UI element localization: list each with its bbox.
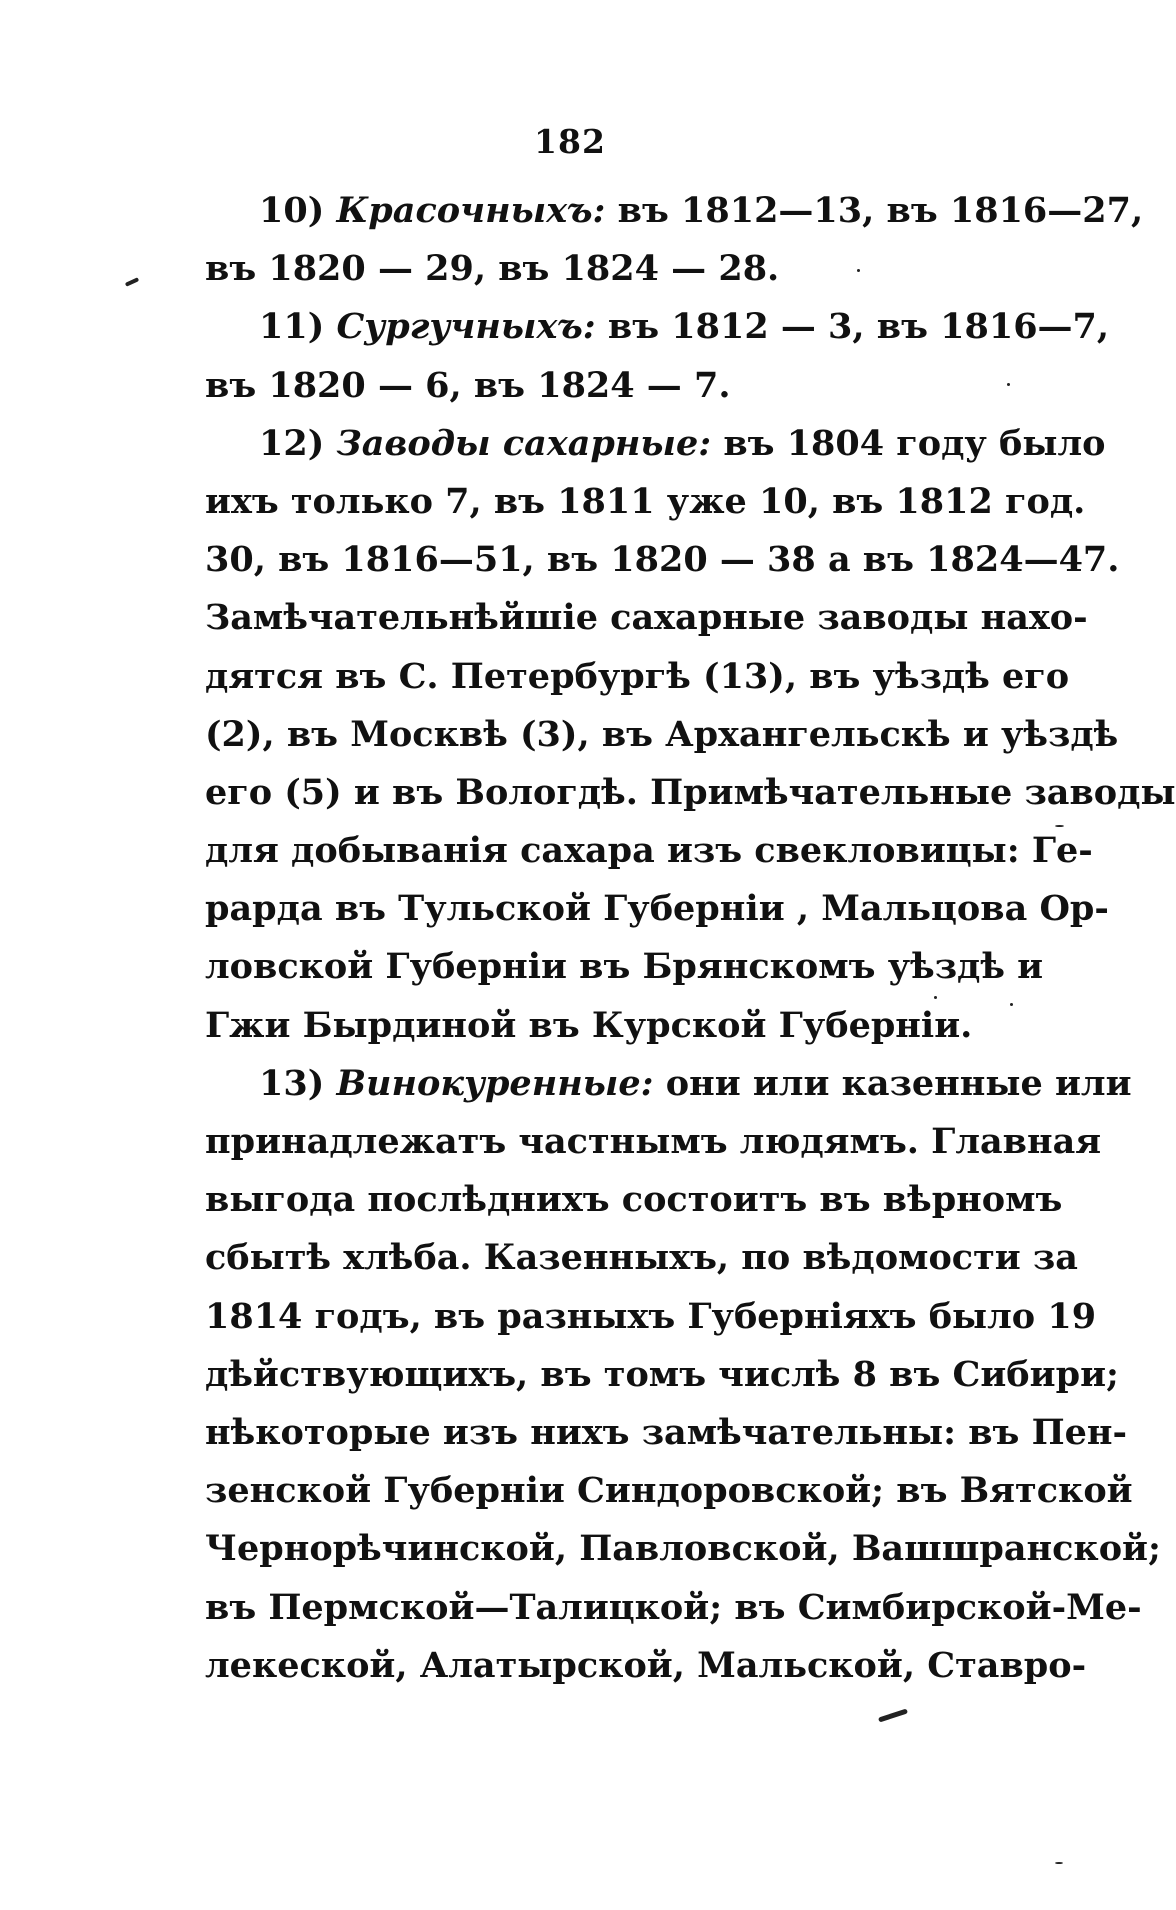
- scan-speck: [878, 1708, 908, 1722]
- scan-speck: [857, 269, 860, 272]
- item-term: Красочныхъ:: [336, 190, 606, 231]
- item-text: въ 1812 — 3, въ 1816—7,: [595, 306, 1110, 348]
- text-line: дятся въ С. Петербургѣ (13), въ уѣздѣ его: [205, 655, 1070, 697]
- page-text: [205, 182, 1176, 1695]
- text-line: принадлежатъ частнымъ людямъ. Главная: [205, 1121, 1102, 1162]
- text-line: [205, 182, 1144, 240]
- text-line: [205, 1055, 1132, 1113]
- text-line: (2), въ Москвѣ (3), въ Архангельскѣ и уѣздѣ: [205, 713, 1119, 755]
- page-number: 182: [534, 122, 606, 161]
- text-line: Замѣчательнѣйшіе сахарные заводы нахо-: [205, 597, 1088, 639]
- text-line: зенской Губерніи Синдоровской; въ Вятской: [205, 1470, 1133, 1512]
- text-line: [205, 415, 1106, 473]
- item-number: 10): [259, 190, 337, 231]
- text-line: 30, въ 1816—51, въ 1820 — 38 а въ 1824—47.: [205, 539, 1120, 581]
- scan-speck: [934, 996, 937, 999]
- scan-speck: [1007, 383, 1010, 386]
- item-term: Сургучныхъ:: [336, 306, 596, 348]
- item-number: 13): [259, 1062, 337, 1104]
- item-term: Винокуренные:: [336, 1062, 654, 1104]
- item-text: въ 1804 году было: [711, 422, 1106, 464]
- text-line: выгода послѣднихъ состоитъ въ вѣрномъ: [205, 1179, 1063, 1221]
- text-line: въ 1820 — 6, въ 1824 — 7.: [205, 364, 731, 406]
- text-line: 1814 годъ, въ разныхъ Губерніяхъ было 19: [205, 1295, 1097, 1337]
- text-line: его (5) и въ Вологдѣ. Примѣчательные заводы: [205, 771, 1176, 813]
- text-line: ихъ только 7, въ 1811 уже 10, въ 1812 год.: [205, 480, 1086, 522]
- item-number: 12): [259, 422, 337, 464]
- scan-speck: [1055, 825, 1064, 827]
- item-number: 11): [259, 306, 337, 348]
- text-line: Чернорѣчинской, Павловской, Вашшранской;: [205, 1528, 1161, 1570]
- text-line: дѣйствующихъ, въ томъ числѣ 8 въ Сибири;: [205, 1353, 1119, 1395]
- text-line: нѣкоторые изъ нихъ замѣчательны: въ Пен-: [205, 1411, 1128, 1453]
- text-line: лекеской, Алатырской, Мальской, Ставро-: [205, 1644, 1087, 1686]
- item-text: они или казенные или: [653, 1062, 1132, 1104]
- text-line: въ Пермской—Талицкой; въ Симбирской-Ме-: [205, 1586, 1142, 1628]
- text-line: ловской Губерніи въ Брянскомъ уѣздѣ и: [205, 946, 1044, 988]
- item-text: въ 1812—13, въ 1816—27,: [605, 190, 1144, 231]
- scan-speck: [125, 277, 139, 287]
- text-line: сбытѣ хлѣба. Казенныхъ, по вѣдомости за: [205, 1237, 1078, 1279]
- text-line: [205, 298, 1110, 356]
- text-line: рарда въ Тульской Губерніи , Мальцова Ор-: [205, 888, 1109, 930]
- item-term: Заводы сахарные:: [336, 422, 712, 464]
- text-line: въ 1820 — 29, въ 1824 — 28.: [205, 248, 780, 290]
- scan-speck: [1010, 1003, 1013, 1006]
- text-line: Гжи Бырдиной въ Курской Губерніи.: [205, 1004, 973, 1046]
- text-line: для добыванія сахара изъ свекловицы: Ге-: [205, 830, 1093, 872]
- scan-speck: [1055, 1862, 1063, 1864]
